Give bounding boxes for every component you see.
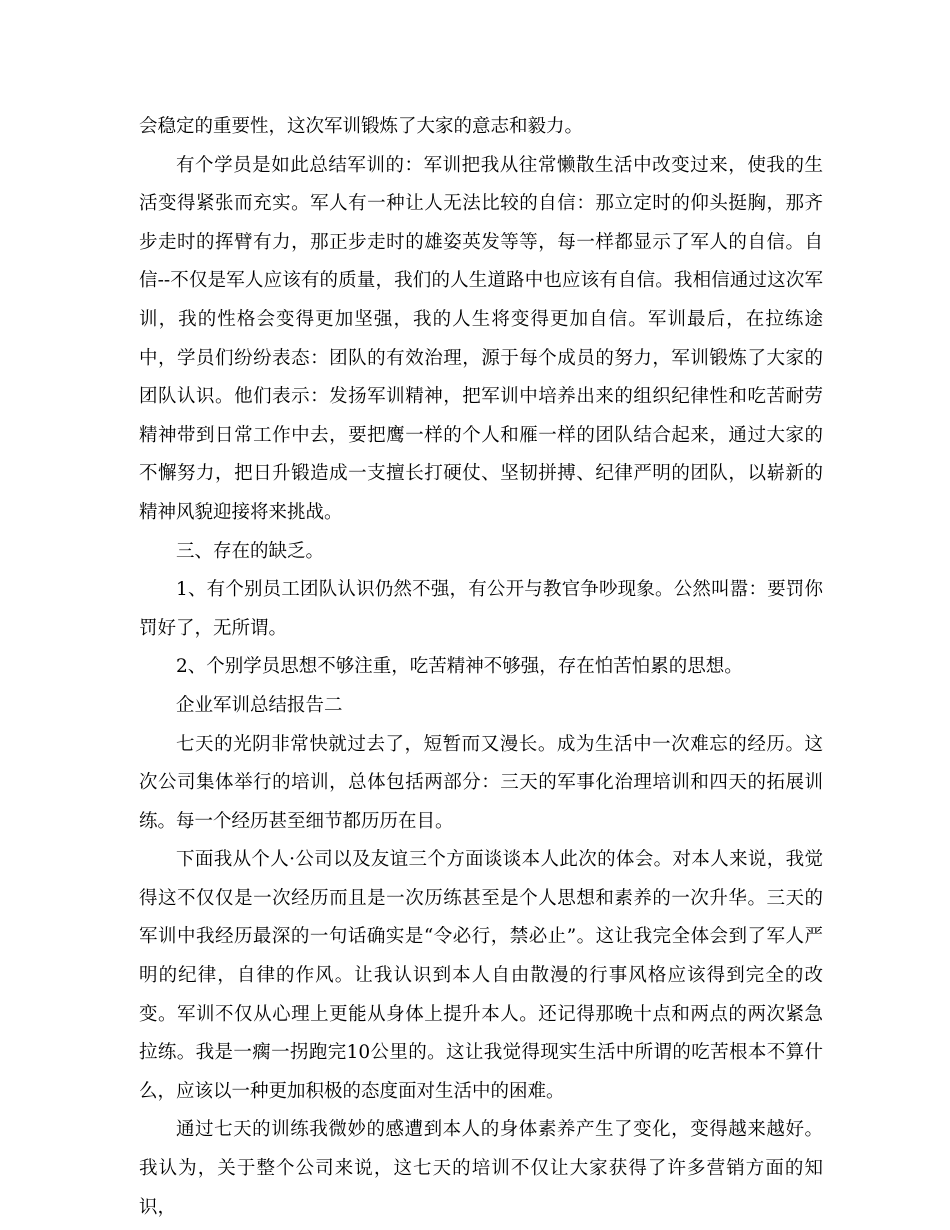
report-title-two: 企业军训总结报告二 <box>176 694 343 716</box>
paragraph-1: 会稳定的重要性，这次军训锻炼了大家的意志和毅力。 <box>139 116 584 137</box>
list-item-2: 2、个别学员思想不够注重，吃苦精神不够强，存在怕苦怕累的思想。 <box>176 656 743 678</box>
paragraph-5: 通过七天的训练我微妙的感遭到本人的身体素养产生了变化，变得越来越好。我认为，关于整个公司来说，这七天的培训不仅让大家获得了许多营销方面的知识， <box>139 1119 823 1218</box>
section-heading-deficiencies: 三、存在的缺乏。 <box>176 540 325 562</box>
document-body <box>139 108 823 1227</box>
paragraph-4: 下面我从个人·公司以及友谊三个方面谈谈本人此次的体会。对本人来说，我觉得这不仅仅是一次经历而且是一次历练甚至是个人思想和素养的一次升华。三天的军训中我经历最深的一句话确实是“令必行，禁必止”。这让我完全体会到了军人严明的纪律，自律的作风。让我认识到本人自由散漫的行事风格应该得到完全的改变。军训不仅从心理上更能从身体上提升本人。还记得那晚十点和两点的两次紧急拉练。我是一瘸一拐跑完10公里的。这让我觉得现实生活中所谓的吃苦根本不算什么，应该以一种更加积极的态度面对生活中的困难。 <box>139 849 823 1102</box>
paragraph-3: 七天的光阴非常快就过去了，短暂而又漫长。成为生活中一次难忘的经历。这次公司集体举行的培训，总体包括两部分：三天的军事化治理培训和四天的拓展训练。每一个经历甚至细节都历历在目。 <box>139 733 823 832</box>
paragraph-2: 有个学员是如此总结军训的：军训把我从往常懒散生活中改变过来，使我的生活变得紧张而充实。军人有一种让人无法比较的自信：那立定时的仰头挺胸，那齐步走时的挥臂有力，那正步走时的雄姿英发等等，每一样都显示了军人的自信。自信--不仅是军人应该有的质量，我们的人生道路中也应该有自信。我相信通过这次军训，我的性格会变得更加坚强，我的人生将变得更加自信。军训最后，在拉练途中，学员们纷纷表态：团队的有效治理，源于每个成员的努力，军训锻炼了大家的团队认识。他们表示：发扬军训精神，把军训中培养出来的组织纪律性和吃苦耐劳精神带到日常工作中去，要把鹰一样的个人和雁一样的团队结合起来，通过大家的不懈努力，把日升锻造成一支擅长打硬仗、坚韧拼搏、纪律严明的团队，以崭新的精神风貌迎接将来挑战。 <box>139 154 823 523</box>
list-item-1: 1、有个别员工团队认识仍然不强，有公开与教官争吵现象。公然叫嚣：要罚你罚好了，无所谓。 <box>139 579 823 639</box>
